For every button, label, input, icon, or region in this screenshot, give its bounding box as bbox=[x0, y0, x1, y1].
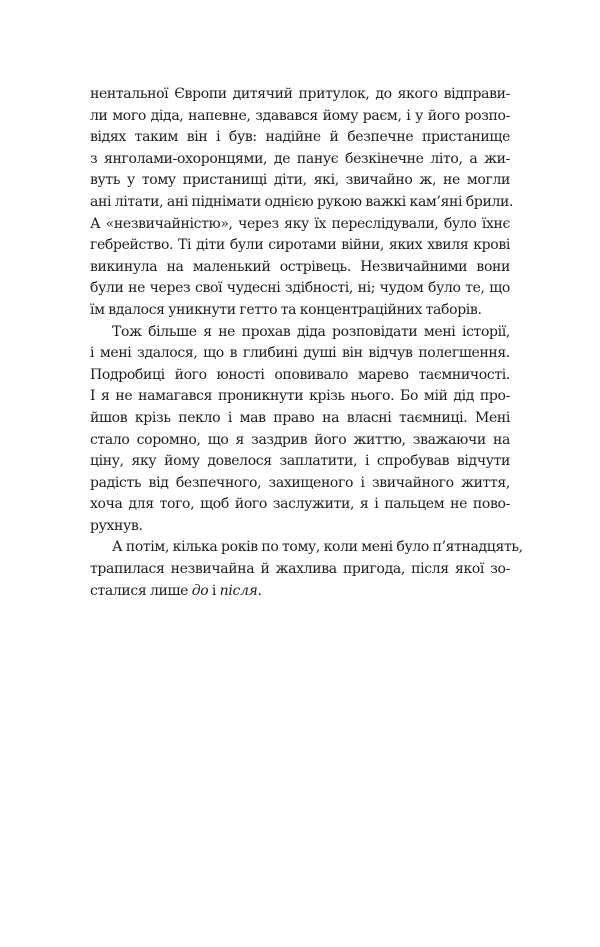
text-line: ціну, яку йому довелося заплатити, і спробував відчути bbox=[90, 453, 510, 470]
text-line: рухнув. bbox=[90, 517, 143, 534]
text-line: радість від безпечного, захищеного і звичайного життя, bbox=[90, 474, 510, 491]
italic-word-do: до bbox=[191, 582, 209, 599]
text-line: Тож більше я не прохав діда розповідати мені історії, bbox=[112, 323, 510, 340]
text-line: їм вдалося уникнути гетто та концентраційних таборів. bbox=[90, 301, 482, 318]
text-line: А «незвичайністю», через яку їх переслідували, було їхнє bbox=[90, 215, 510, 232]
text-fragment: сталися лише bbox=[90, 582, 192, 599]
text-line: викинула на маленький острівець. Незвичайними вони bbox=[90, 258, 510, 275]
text-line: вуть у тому пристанищі діти, які, звичайно ж, не могли bbox=[90, 172, 510, 189]
final-text-line bbox=[90, 581, 510, 603]
text-fragment: . bbox=[257, 582, 262, 599]
text-line: А потім, кілька років по тому, коли мені було п’ятнадцять, bbox=[112, 539, 523, 556]
text-fragment: і bbox=[208, 582, 220, 599]
text-line: хоча для того, щоб його заслужити, я і пальцем не пово- bbox=[90, 496, 510, 513]
text-line: ли мого діда, напевне, здавався йому раєм, і у його розпо- bbox=[90, 107, 510, 124]
text-line: Подробиці його юності оповивало марево таємничості. bbox=[90, 366, 510, 383]
text-line: І я не намагався проникнути крізь нього. Бо мій дід про- bbox=[90, 388, 510, 405]
text-line: трапилася незвичайна й жахлива пригода, після якої зо- bbox=[90, 561, 510, 578]
text-line: йшов крізь пекло і мав право на власні таємниці. Мені bbox=[90, 409, 510, 426]
text-line: і мені здалося, що в глибині душі він відчув полегшення. bbox=[90, 345, 510, 362]
text-line: ані літати, ані піднімати однією рукою важкі кам’яні брили. bbox=[90, 193, 514, 210]
paragraph-3 bbox=[90, 537, 523, 602]
text-line: нентальної Європи дитячий притулок, до якого відправи- bbox=[90, 86, 510, 102]
text-line: стало соромно, що я заздрив його життю, зважаючи на bbox=[90, 431, 510, 448]
paragraph-2 bbox=[90, 322, 510, 538]
italic-word-pislia: після bbox=[219, 582, 258, 599]
text-line: відях таким він і був: надійне й безпечне пристанище bbox=[90, 129, 510, 146]
paragraph-1 bbox=[90, 84, 514, 322]
text-line: гебрейство. Ті діти були сиротами війни, яких хвиля крові bbox=[90, 237, 510, 254]
book-page bbox=[90, 84, 523, 602]
text-line: з янголами-охоронцями, де панує безкінечне літо, а жи- bbox=[90, 150, 510, 167]
text-line: були не через свої чудесні здібності, ні; чудом було те, що bbox=[90, 280, 510, 297]
